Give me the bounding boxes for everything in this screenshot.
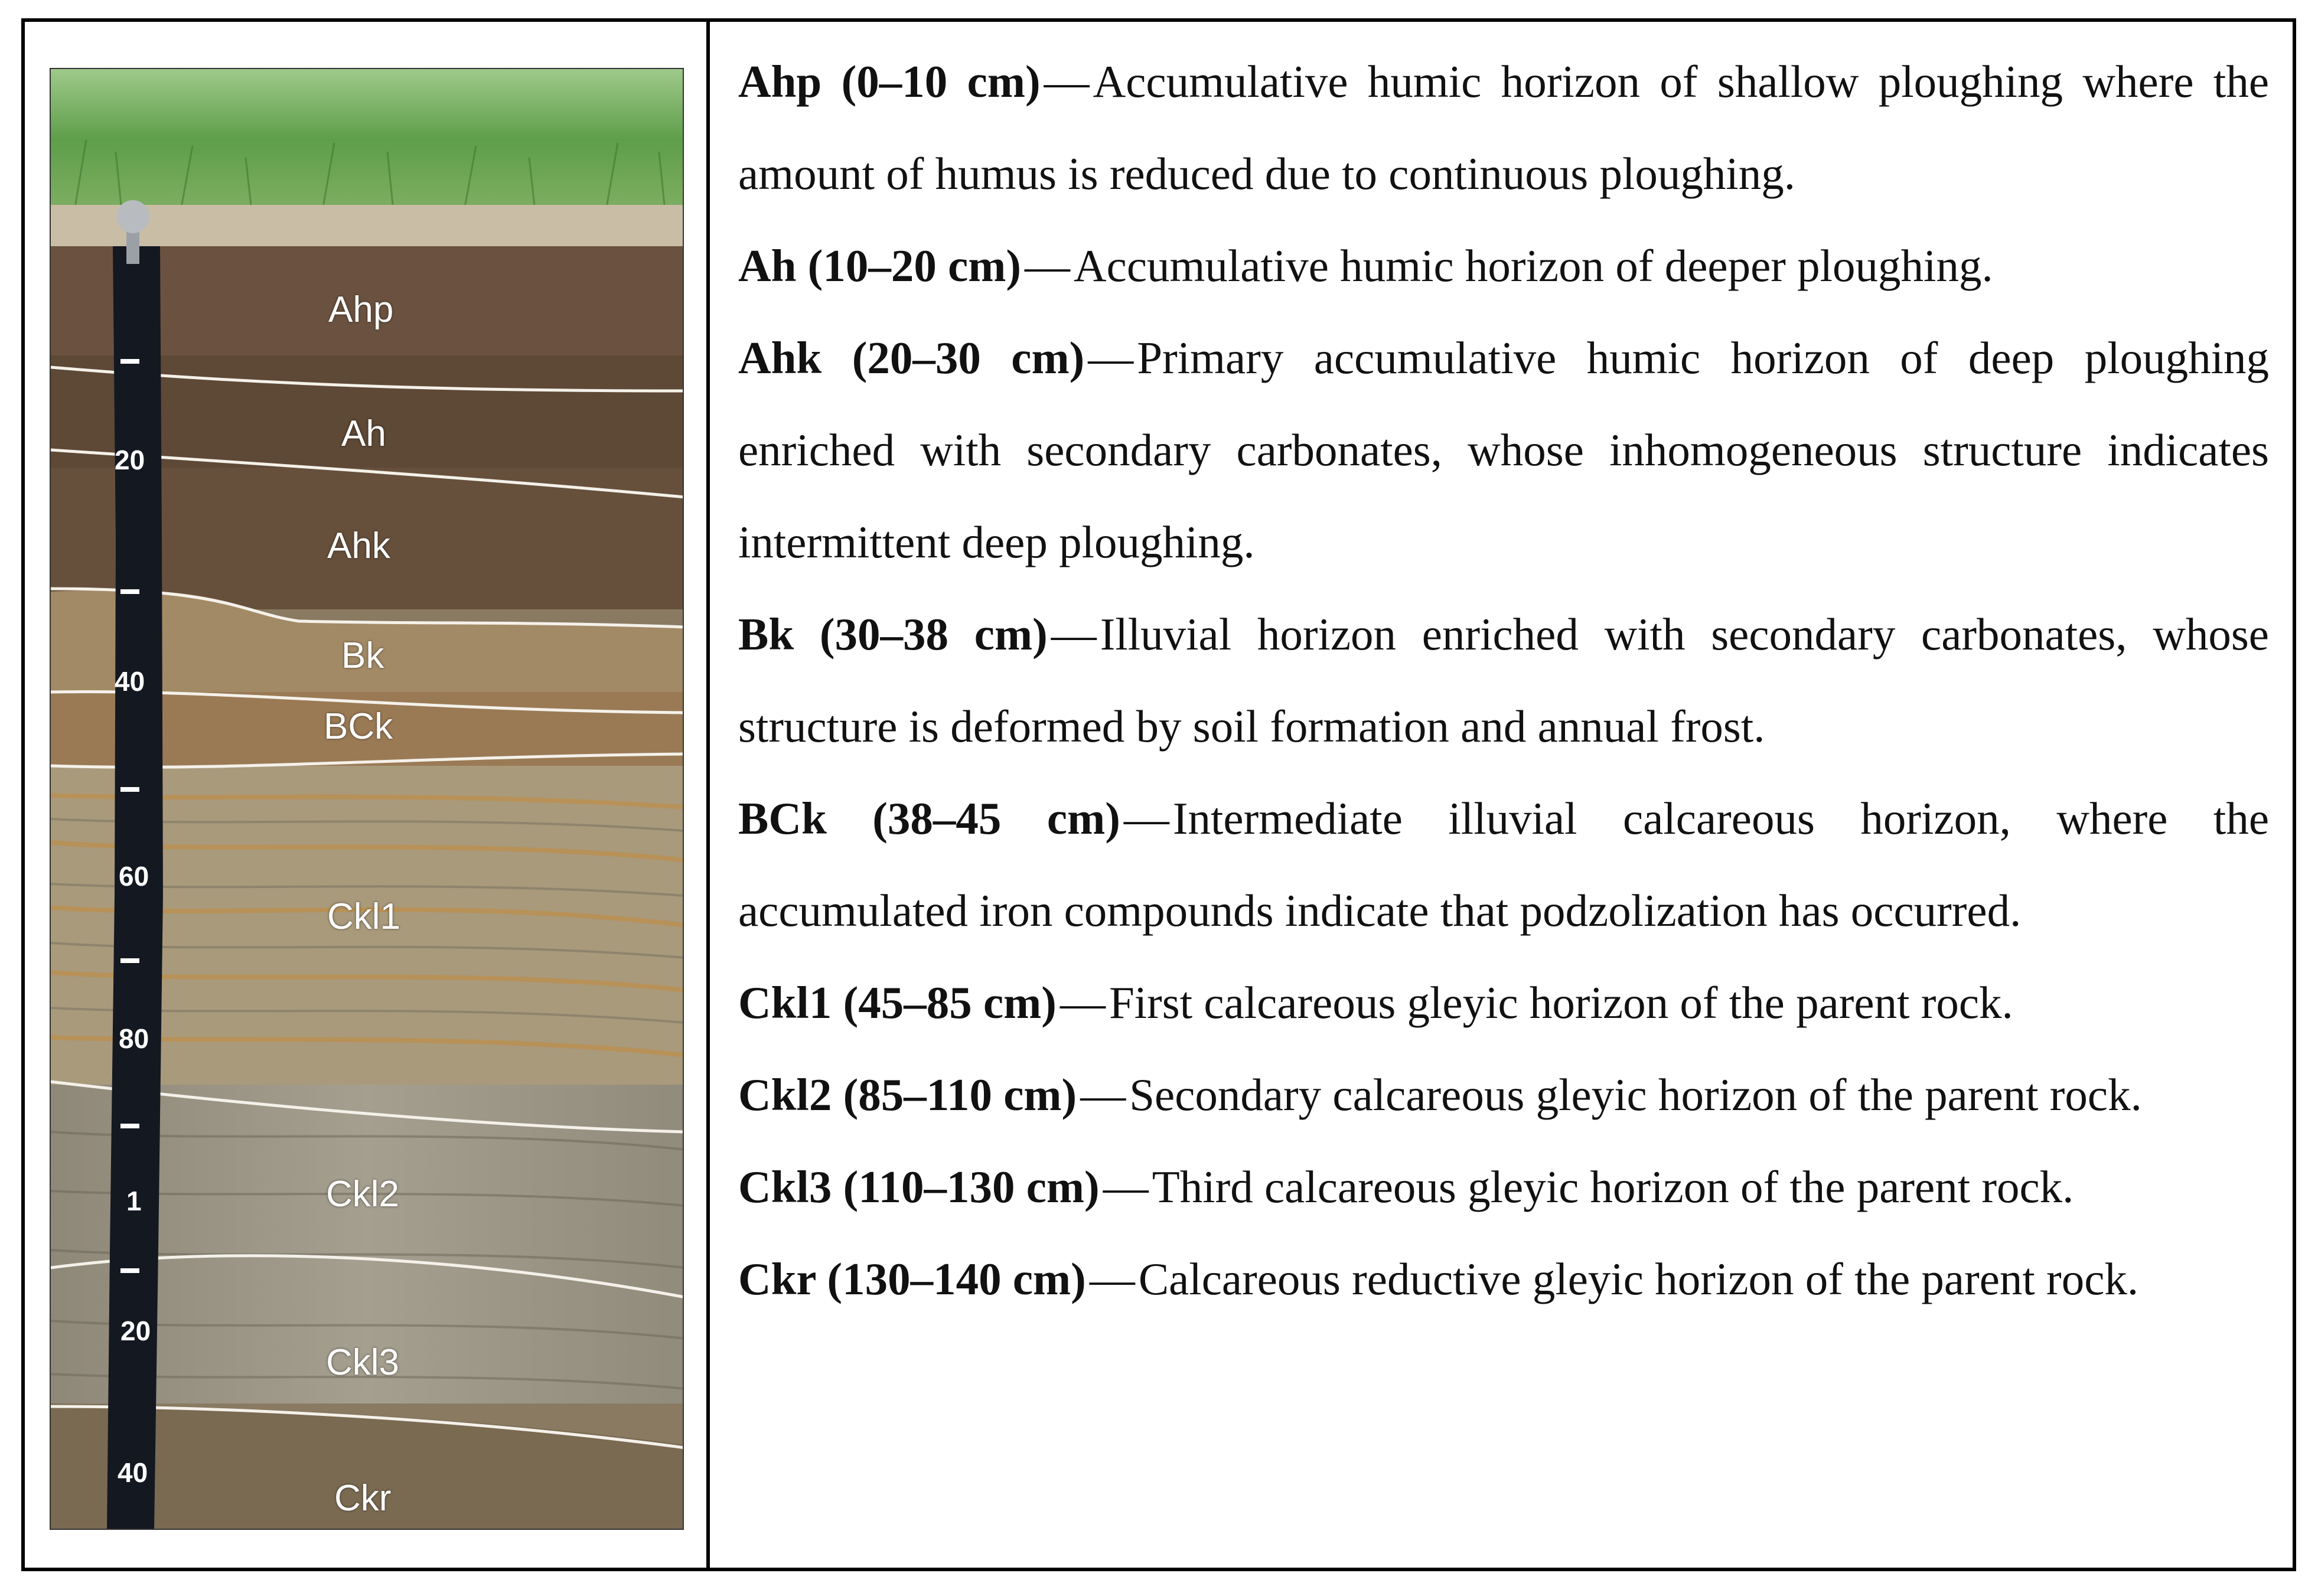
horizon-label-ah: Ah (341, 413, 386, 454)
horizon-label-ahk: Ahk (327, 526, 390, 566)
horizon-entry (738, 588, 2269, 772)
soil-profile-photo (50, 68, 684, 1530)
horizon-description: Illuvial horizon enriched with secondary carbonates, whose structure is deformed by soil formation and annual frost. (738, 609, 2269, 752)
dash: — (1103, 1161, 1149, 1212)
horizon-term: BCk (38–45 cm) (738, 793, 1120, 844)
horizon-label-ckl2: Ckl2 (326, 1174, 400, 1215)
horizon-entry (738, 1049, 2269, 1141)
dash: — (1088, 332, 1134, 383)
tape-label: 1 (126, 1186, 142, 1216)
horizon-term: Ckl2 (85–110 cm) (738, 1069, 1077, 1120)
horizon-description: Secondary calcareous gleyic horizon of the parent rock. (1129, 1069, 2142, 1120)
horizon-description: First calcareous gleyic horizon of the parent rock. (1109, 977, 2013, 1028)
horizon-description: Third calcareous gleyic horizon of the parent rock. (1152, 1161, 2074, 1212)
horizon-description: Intermediate illuvial calcareous horizon, where the accumulated iron compounds indicate that podzolization has occurred. (738, 793, 2269, 936)
horizon-description: Accumulative humic horizon of deeper ploughing. (1074, 240, 1993, 291)
horizon-term: Bk (30–38 cm) (738, 609, 1048, 660)
horizon-entry (738, 1233, 2269, 1325)
dash: — (1051, 609, 1097, 660)
horizon-term: Ahp (0–10 cm) (738, 56, 1041, 107)
horizon-description: Accumulative humic horizon of shallow ploughing where the amount of humus is reduced due to continuous ploughing. (738, 56, 2269, 199)
column-divider (706, 18, 710, 1571)
horizon-label-bk: Bk (341, 635, 384, 676)
horizon-term: Ah (10–20 cm) (738, 240, 1022, 291)
dash: — (1025, 240, 1071, 291)
horizon-descriptions (738, 35, 2269, 1325)
horizon-entry (738, 35, 2269, 220)
horizon-label-ahp: Ahp (328, 289, 394, 330)
horizon-term: Ckr (130–140 cm) (738, 1254, 1086, 1304)
horizon-label-ckl1: Ckl1 (327, 896, 401, 937)
tape-label: 40 (118, 1457, 148, 1488)
horizon-label-ckr: Ckr (334, 1478, 392, 1519)
horizon-label-ckl3: Ckl3 (326, 1342, 400, 1383)
dash: — (1059, 977, 1106, 1028)
dash: — (1123, 793, 1169, 844)
horizon-entry (738, 772, 2269, 957)
horizon-entry (738, 957, 2269, 1049)
horizon-description: Primary accumulative humic horizon of deep ploughing enriched with secondary carbonates, whose inhomogeneous structure indicates intermittent deep ploughing. (738, 332, 2269, 567)
horizon-entry (738, 1141, 2269, 1233)
tape-label: 20 (115, 445, 145, 475)
tape-label: 60 (119, 861, 149, 892)
horizon-term: Ckl1 (45–85 cm) (738, 977, 1057, 1028)
horizon-entry (738, 220, 2269, 312)
horizon-entry (738, 312, 2269, 588)
dash: — (1044, 56, 1090, 107)
tape-label: 80 (119, 1023, 149, 1054)
dash: — (1080, 1069, 1126, 1120)
horizon-term: Ahk (20–30 cm) (738, 332, 1085, 383)
horizon-description: Calcareous reductive gleyic horizon of the parent rock. (1138, 1254, 2139, 1304)
dash: — (1089, 1254, 1135, 1304)
tape-label: 40 (115, 666, 145, 697)
horizon-term: Ckl3 (110–130 cm) (738, 1161, 1100, 1212)
horizon-label-bck: BCk (324, 706, 393, 747)
tape-label: 20 (120, 1316, 151, 1346)
